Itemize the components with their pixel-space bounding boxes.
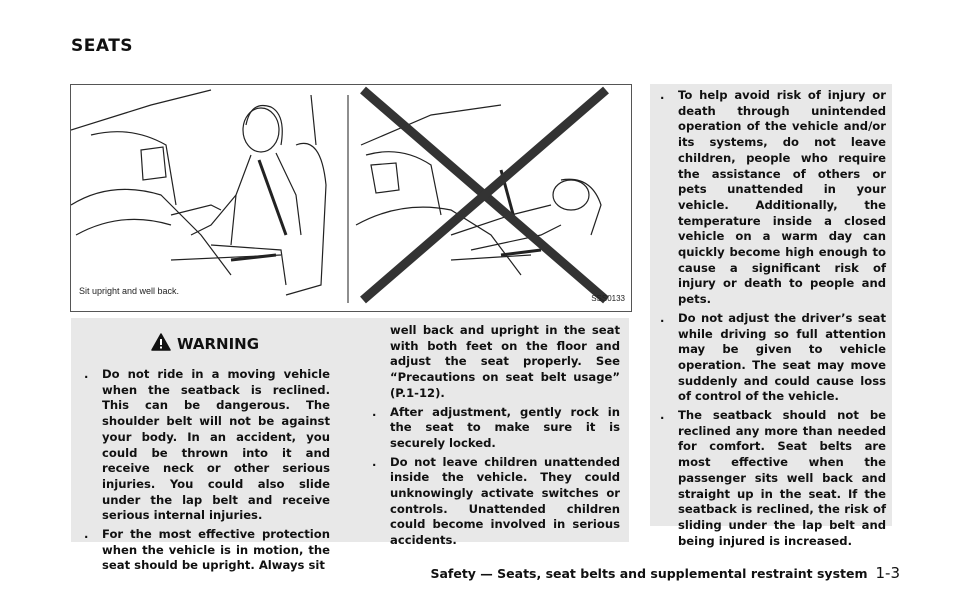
list-item: . To help avoid risk of injury or death through unintended operation of the vehicle and/or its systems, do not leave children, people who require the assistance of others or pets unattended in your vehicle. Additionally, the temperature inside a closed vehicle on a warm day can quickly become high enough to cause a significant risk of injury or death to people and pets. bbox=[660, 88, 886, 307]
section-title: SEATS bbox=[71, 36, 134, 56]
figure-code: SSS0133 bbox=[591, 294, 625, 303]
list-item: . For the most effective protection when the vehicle is in motion, the seat should be upright. Always sit bbox=[84, 527, 330, 573]
list-item: . Do not leave children unattended inside the vehicle. They could unknowingly activate switches or controls. Unattended children could become involved in serious accidents. bbox=[372, 454, 620, 548]
warning-column-3 bbox=[656, 88, 886, 552]
list-item: . Do not adjust the driver’s seat while driving so full attention may be given to vehicle operation. The seat may move suddenly and could cause loss of control of the vehicle. bbox=[660, 310, 886, 404]
list-item: . After adjustment, gently rock in the seat to make sure it is securely locked. bbox=[372, 404, 620, 450]
page-footer bbox=[430, 564, 900, 582]
illustration-figure bbox=[70, 84, 632, 312]
figure-caption: Sit upright and well back. bbox=[79, 286, 180, 296]
warning-column-1 bbox=[80, 367, 330, 577]
list-item: . The seatback should not be reclined any more than needed for comfort. Seat belts are most effective when the passenger sits well back and straight up in the seat. If the seatback is reclined, the risk of sliding under the lap belt and being injured is increased. bbox=[660, 408, 886, 548]
footer-text: Safety — Seats, seat belts and supplemental restraint system bbox=[430, 566, 868, 581]
page-number: 1-3 bbox=[875, 564, 900, 582]
warning-column-2 bbox=[368, 323, 620, 552]
warning-triangle-icon bbox=[151, 333, 171, 355]
warning-header bbox=[71, 330, 339, 358]
seat-posture-illustration bbox=[71, 85, 631, 311]
list-item: . Do not ride in a moving vehicle when the seatback is reclined. This can be dangerous. The shoulder belt will not be against your body. In an accident, you could be thrown into it and receive neck or other serious injuries. You could also slide under the lap belt and receive serious internal injuries. bbox=[84, 367, 330, 523]
list-item-continuation: well back and upright in the seat with both feet on the floor and adjust the seat properly. See “Precautions on seat belt usage” (P.1-12). bbox=[390, 323, 620, 400]
warning-title: WARNING bbox=[176, 335, 260, 353]
